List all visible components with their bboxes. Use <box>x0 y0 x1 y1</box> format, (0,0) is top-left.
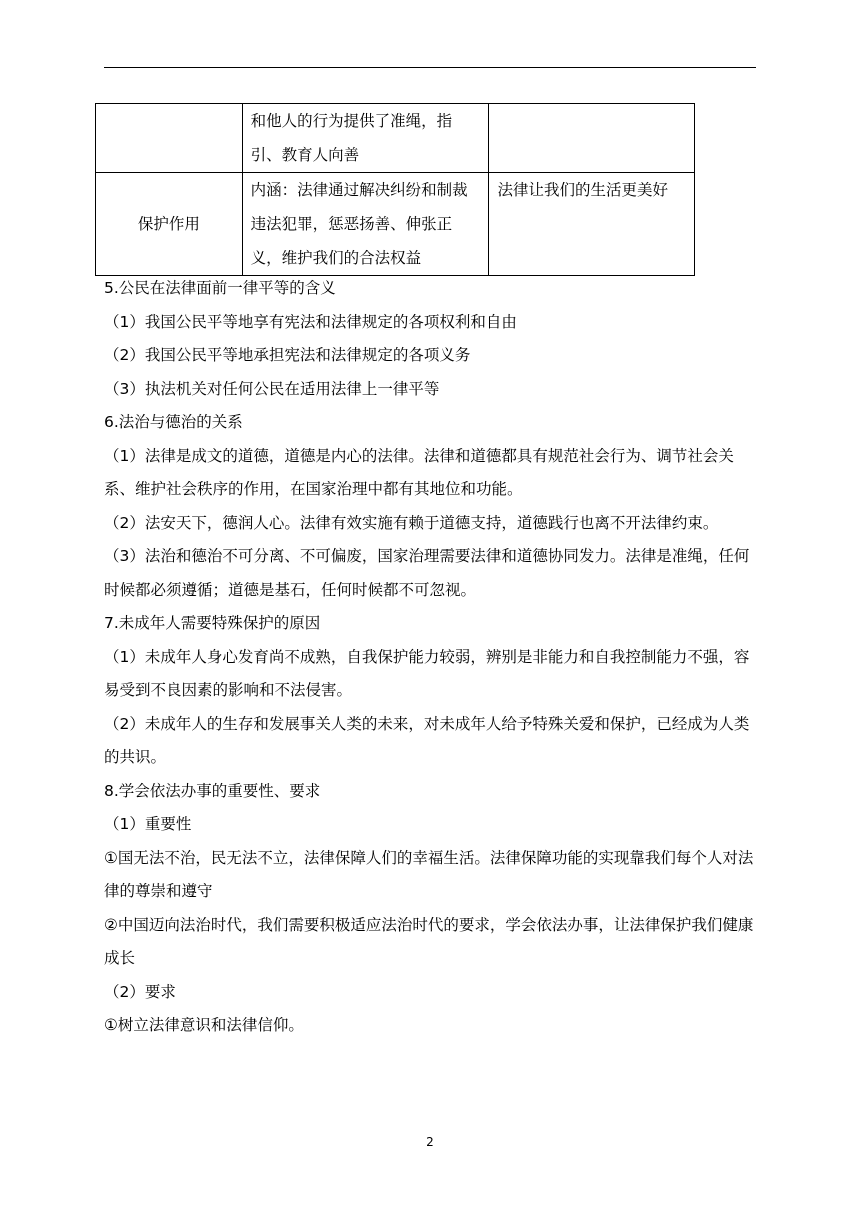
header-rule <box>104 67 756 68</box>
paragraph: （2）要求 <box>104 982 176 1001</box>
paragraph: （2）我国公民平等地承担宪法和法律规定的各项义务 <box>104 346 471 364</box>
paragraph: （1）重要性 <box>104 815 192 833</box>
paragraph: （3）法治和德治不可分离、不可偏废，国家治理需要法律和道德协同发力。法律是准绳，任何时候都必须遵循；道德是基石，任何时候都不可忽视。 <box>104 547 750 599</box>
body-text <box>104 272 760 1043</box>
heading-6: 6.法治与德治的关系 <box>104 413 243 431</box>
paragraph: （2）法安天下，德润人心。法律有效实施有赖于道德支持，道德践行也离不开法律约束。 <box>104 513 719 532</box>
paragraph: （1）未成年人身心发育尚不成熟，自我保护能力较弱，辨别是非能力和自我控制能力不强，容易受到不良因素的影响和不法侵害。 <box>104 647 750 699</box>
heading-7: 7.未成年人需要特殊保护的原因 <box>104 614 321 632</box>
table-row <box>96 173 695 276</box>
content-table <box>95 103 695 276</box>
table-cell: 保护作用 <box>96 173 243 276</box>
heading-8: 8.学会依法办事的重要性、要求 <box>104 781 321 800</box>
table-cell: 和他人的行为提供了准绳，指引、教育人向善 <box>242 104 489 173</box>
paragraph: （1）法律是成文的道德，道德是内心的法律。法律和道德都具有规范社会行为、调节社会关系、维护社会秩序的作用，在国家治理中都有其地位和功能。 <box>104 446 734 498</box>
page-number: 2 <box>426 1135 434 1149</box>
table-row <box>96 104 695 173</box>
table-cell <box>489 104 695 173</box>
table-cell: 法律让我们的生活更美好 <box>489 173 695 276</box>
paragraph: ①国无法不治，民无法不立，法律保障人们的幸福生活。法律保障功能的实现靠我们每个人对法律的尊崇和遵守 <box>104 848 754 900</box>
paragraph: （2）未成年人的生存和发展事关人类的未来，对未成年人给予特殊关爱和保护，已经成为人类的共识。 <box>104 714 750 766</box>
paragraph: （1）我国公民平等地享有宪法和法律规定的各项权利和自由 <box>104 312 517 331</box>
paragraph: （3）执法机关对任何公民在适用法律上一律平等 <box>104 379 440 398</box>
paragraph: ①树立法律意识和法律信仰。 <box>104 1016 304 1034</box>
table-cell <box>96 104 243 173</box>
heading-5: 5.公民在法律面前一律平等的含义 <box>104 279 336 297</box>
paragraph: ②中国迈向法治时代，我们需要积极适应法治时代的要求，学会依法办事，让法律保护我们健康成长 <box>104 915 754 967</box>
table-cell: 内涵：法律通过解决纠纷和制裁违法犯罪，惩恶扬善、伸张正义，维护我们的合法权益 <box>242 173 489 276</box>
